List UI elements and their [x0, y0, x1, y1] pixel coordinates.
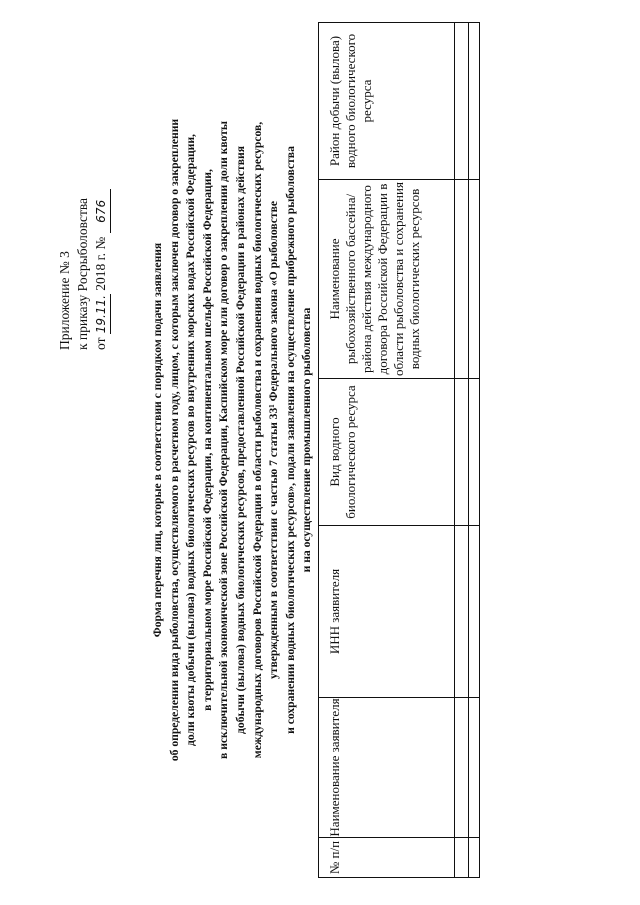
- title-line: доли квоты добычи (вылова) водных биологических ресурсов во внутренних морских водах Российской Федерации,: [184, 134, 198, 746]
- date-day-month: 19.11.: [92, 294, 111, 334]
- date-prefix: от: [93, 337, 108, 350]
- table-cell: [455, 838, 469, 878]
- header-number: № п/п: [319, 838, 455, 878]
- table-cell: [469, 23, 480, 180]
- table-header-row: [319, 23, 455, 878]
- appendix-date-line: [92, 50, 111, 350]
- appendix-title: Приложение № 3: [57, 251, 72, 350]
- table-cell: [455, 698, 469, 838]
- header-applicant-inn: ИНН заявителя: [319, 526, 455, 698]
- table-cell: [455, 23, 469, 180]
- table-cell: [455, 526, 469, 698]
- table-cell: [455, 379, 469, 526]
- title-line: и на осуществление промышленного рыболовства: [300, 307, 314, 573]
- table-cell: [455, 180, 469, 379]
- table-cell: [469, 698, 480, 838]
- appendix-order-ref: к приказу Росрыболовства: [75, 197, 90, 350]
- order-number: 676: [92, 189, 111, 233]
- header-basin: Наименование рыбохозяйственного бассейна/района действия международного договора Российской Федерации в области рыболовства и сохранения водных биологических ресурсов: [319, 180, 455, 379]
- title-line: добычи (вылова) водных биологических ресурсов, предоставленной Российской Федерации в районах действия: [233, 146, 247, 734]
- title-line: и сохранении водных биологических ресурсов», подали заявления на осуществление прибрежного рыболовства: [283, 146, 297, 734]
- title-line: Форма перечня лиц, которые в соответствии с порядком подачи заявления: [151, 242, 164, 638]
- table-cell: [469, 379, 480, 526]
- form-title: [150, 30, 316, 850]
- table-cell: [469, 838, 480, 878]
- title-line: утвержденным в соответствии с частью 7 статьи 33¹ Федерального закона «О рыболовстве: [267, 200, 281, 680]
- header-catch-area: Район добычи (вылова) водного биологического ресурса: [319, 23, 455, 180]
- title-line: в территориальном море Российской Федерации, на континентальном шельфе Российской Федерации,: [200, 169, 214, 711]
- date-year: 2018 г. №: [93, 236, 108, 291]
- applicants-table: [318, 22, 480, 878]
- table-row: [455, 23, 469, 878]
- table-cell: [469, 526, 480, 698]
- title-line: международных договоров Российской Федерации в области рыболовства и сохранения водных биологических ресурсов,: [250, 121, 264, 759]
- header-applicant-name: Наименование заявителя: [319, 698, 455, 838]
- appendix-block: [56, 50, 111, 350]
- title-line: об определении вида рыболовства, осуществляемого в расчетном году, лицом, с которым заключен договор о закреплении: [167, 118, 181, 762]
- table-cell: [469, 180, 480, 379]
- header-resource-type: Вид водного биологического ресурса: [319, 379, 455, 526]
- title-line: в исключительной экономической зоне Российской Федерации, Каспийском море или договор о закреплении доли квоты: [217, 121, 231, 759]
- table-row: [469, 23, 480, 878]
